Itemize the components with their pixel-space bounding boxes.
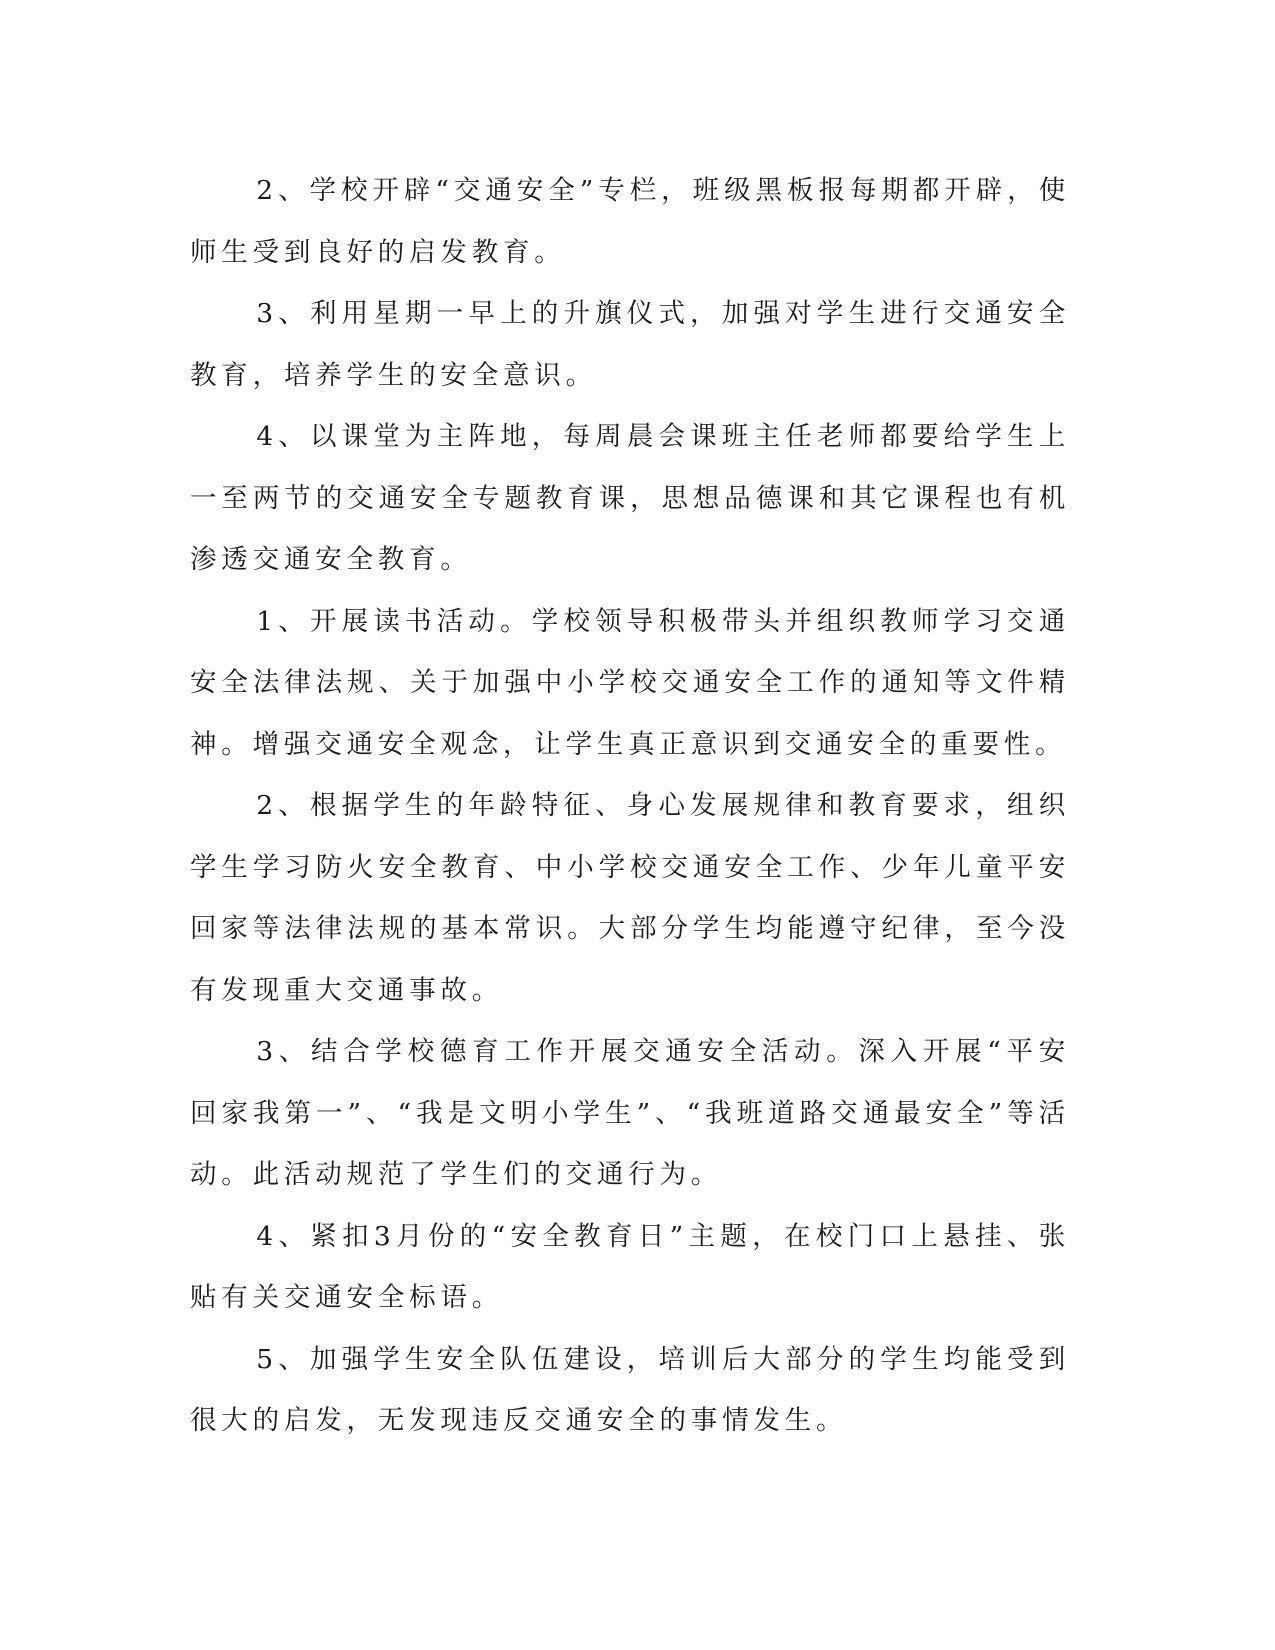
paragraph: 4、紧扣3月份的“安全教育日”主题，在校门口上悬挂、张贴有关交通安全标语。 bbox=[190, 1220, 1070, 1313]
paragraph: 2、学校开辟“交通安全”专栏，班级黑板报每期都开辟，使师生受到良好的启发教育。 bbox=[190, 175, 1070, 268]
paragraph: 3、利用星期一早上的升旗仪式，加强对学生进行交通安全教育，培养学生的安全意识。 bbox=[190, 298, 1070, 391]
paragraph: 2、根据学生的年龄特征、身心发展规律和教育要求，组织学生学习防火安全教育、中小学校交通安全工作、少年儿童平安回家等法律法规的基本常识。大部分学生均能遵守纪律，至今没有发现重大交通事故。 bbox=[190, 790, 1070, 1006]
paragraph: 1、开展读书活动。学校领导积极带头并组织教师学习交通安全法律法规、关于加强中小学校交通安全工作的通知等文件精神。增强交通安全观念，让学生真正意识到交通安全的重要性。 bbox=[190, 605, 1070, 760]
paragraph: 5、加强学生安全队伍建设，培训后大部分的学生均能受到很大的启发，无发现违反交通安全的事情发生。 bbox=[190, 1343, 1070, 1436]
document-body bbox=[190, 160, 1070, 1452]
paragraph: 4、以课堂为主阵地，每周晨会课班主任老师都要给学生上一至两节的交通安全专题教育课，思想品德课和其它课程也有机渗透交通安全教育。 bbox=[190, 421, 1070, 575]
paragraph: 3、结合学校德育工作开展交通安全活动。深入开展“平安回家我第一”、“我是文明小学生”、“我班道路交通最安全”等活动。此活动规范了学生们的交通行为。 bbox=[190, 1036, 1070, 1190]
